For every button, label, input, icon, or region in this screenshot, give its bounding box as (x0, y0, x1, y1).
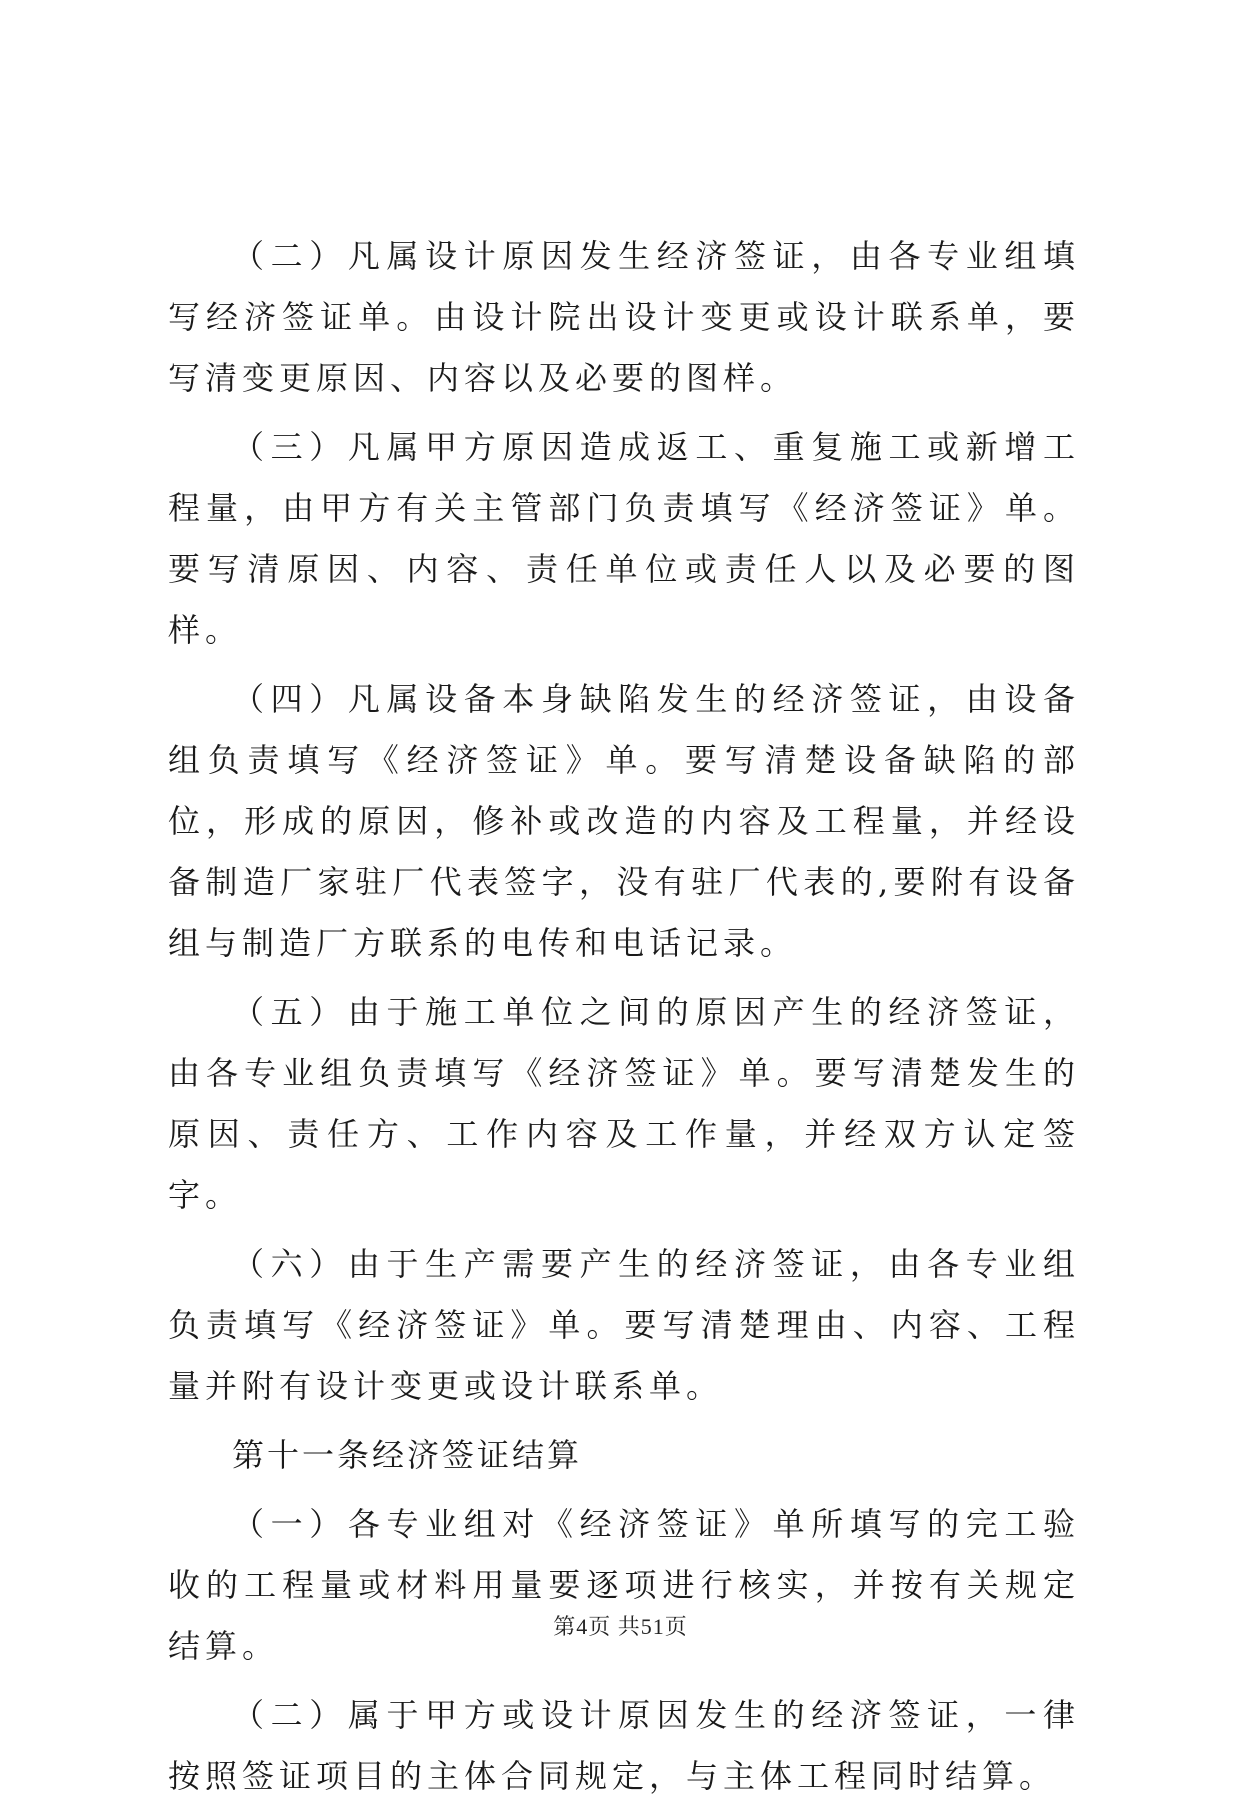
section-heading: 第十一条经济签证结算 (232, 1436, 583, 1474)
paragraph-item-2b: （二）属于甲方或设计原因发生的经济签证，一律按照签证项目的主体合同规定，与主体工程同时结算。 (168, 1696, 1080, 1795)
paragraph-item-6: （六）由于生产需要产生的经济签证，由各专业组负责填写《经济签证》单。要写清楚理由、内容、工程量并附有设计变更或设计联系单。 (168, 1245, 1080, 1405)
document-body (168, 226, 1080, 1815)
paragraph-item-4: （四）凡属设备本身缺陷发生的经济签证，由设备组负责填写《经济签证》单。要写清楚设备缺陷的部位，形成的原因，修补或改造的内容及工程量，并经设备制造厂家驻厂代表签字，没有驻厂代表的,要附有设备组与制造厂方联系的电传和电话记录。 (168, 680, 1080, 962)
page-footer: 第4页 共51页 (553, 1614, 688, 1639)
paragraph-item-5: （五）由于施工单位之间的原因产生的经济签证，由各专业组负责填写《经济签证》单。要写清楚发生的原因、责任方、工作内容及工作量，并经双方认定签字。 (168, 993, 1080, 1214)
paragraph-item-2: （二）凡属设计原因发生经济签证，由各专业组填写经济签证单。由设计院出设计变更或设计联系单，要写清变更原因、内容以及必要的图样。 (168, 237, 1080, 397)
paragraph-item-3: （三）凡属甲方原因造成返工、重复施工或新增工程量，由甲方有关主管部门负责填写《经济签证》单。要写清原因、内容、责任单位或责任人以及必要的图样。 (168, 428, 1080, 649)
paragraph-item-1: （一）各专业组对《经济签证》单所填写的完工验收的工程量或材料用量要逐项进行核实，并按有关规定结算。 (168, 1505, 1080, 1665)
